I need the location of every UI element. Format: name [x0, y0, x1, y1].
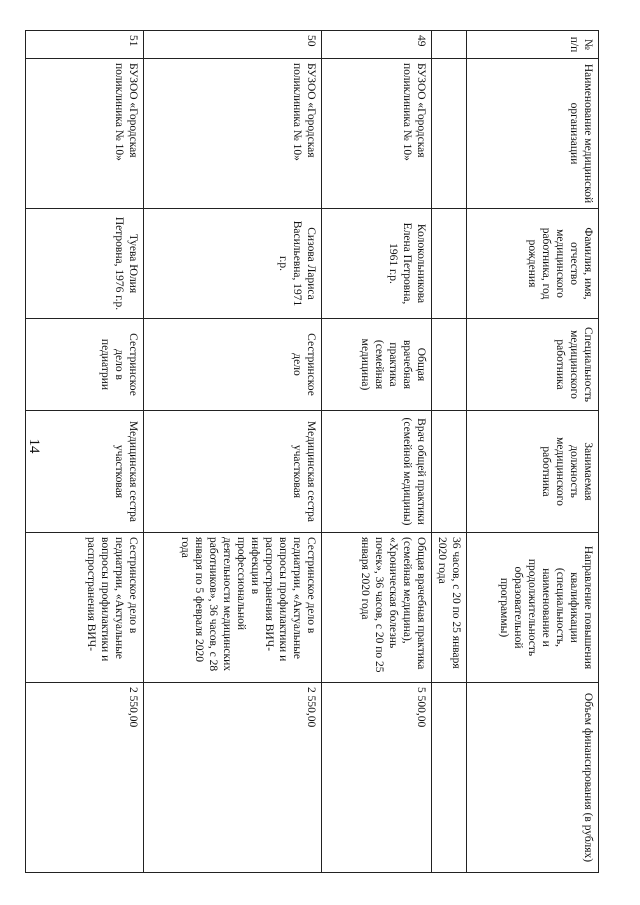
- row-num: 51: [25, 31, 143, 59]
- row-num: 49: [321, 31, 431, 59]
- row-name: Сизова Лариса Васильевна, 1971 г.р.: [143, 209, 321, 319]
- training-table: [25, 30, 599, 873]
- row-num: 50: [143, 31, 321, 59]
- row-org: БУЗОО «Городская поликлиника № 10»: [321, 59, 431, 209]
- document-sheet: [43, 30, 599, 872]
- page-number: 14: [26, 438, 42, 454]
- row-direction: Сестринское дело в педиатрии, «Актуальные вопросы профилактики и распространения ВИЧ-инфекции в профессиональной деятельности медицинских работников», 36 часов, с 28 января по 5 февраля 2020 года: [143, 533, 321, 683]
- header-position: Занимаемая должность медицинского работника: [467, 411, 599, 533]
- row-org: БУЗОО «Городская поликлиника № 10»: [25, 59, 143, 209]
- row-name: Туева Юлия Петровна, 1976 г.р.: [25, 209, 143, 319]
- row-org: БУЗОО «Городская поликлиника № 10»: [143, 59, 321, 209]
- continuation-row: [431, 31, 466, 873]
- table-row: [25, 31, 143, 873]
- row-direction: Общая врачебная практика (семейная медицина), «Хроническая болезнь почек», 36 часов, с 20 по 25 января 2020 года: [321, 533, 431, 683]
- header-amount: Объем финансирования (в рублях): [467, 683, 599, 873]
- row-position: Медицинская сестра участковая: [143, 411, 321, 533]
- header-org: Наименование медицинской организации: [467, 59, 599, 209]
- table-header-row: [467, 31, 599, 873]
- row-name: Колокольникова Елена Петровна, 1961 г.р.: [321, 209, 431, 319]
- row-amount: 2 550,00: [25, 683, 143, 873]
- header-num: № п/п: [467, 31, 599, 59]
- row-specialty: Сестринское дело: [143, 319, 321, 411]
- row-specialty: Сестринское дело в педиатрии: [25, 319, 143, 411]
- header-specialty: Специальность медицинского работника: [467, 319, 599, 411]
- row-direction: Сестринское дело в педиатрии, «Актуальные вопросы профилактики и распространения ВИЧ-: [25, 533, 143, 683]
- table-row: [143, 31, 321, 873]
- table-row: [321, 31, 431, 873]
- header-name: Фамилия, имя, отчество медицинского работника, год рождения: [467, 209, 599, 319]
- row-position: Врач общей практики (семейной медицины): [321, 411, 431, 533]
- header-direction: Направление повышения квалификации (специальность, наименование и продолжительность образовательной программы): [467, 533, 599, 683]
- row-amount: 2 550,00: [143, 683, 321, 873]
- row-position: Медицинская сестра участковая: [25, 411, 143, 533]
- row-specialty: Общая врачебная практика (семейная медицина): [321, 319, 431, 411]
- continuation-text: 36 часов, с 20 по 25 января 2020 года: [431, 533, 466, 683]
- row-amount: 5 500,00: [321, 683, 431, 873]
